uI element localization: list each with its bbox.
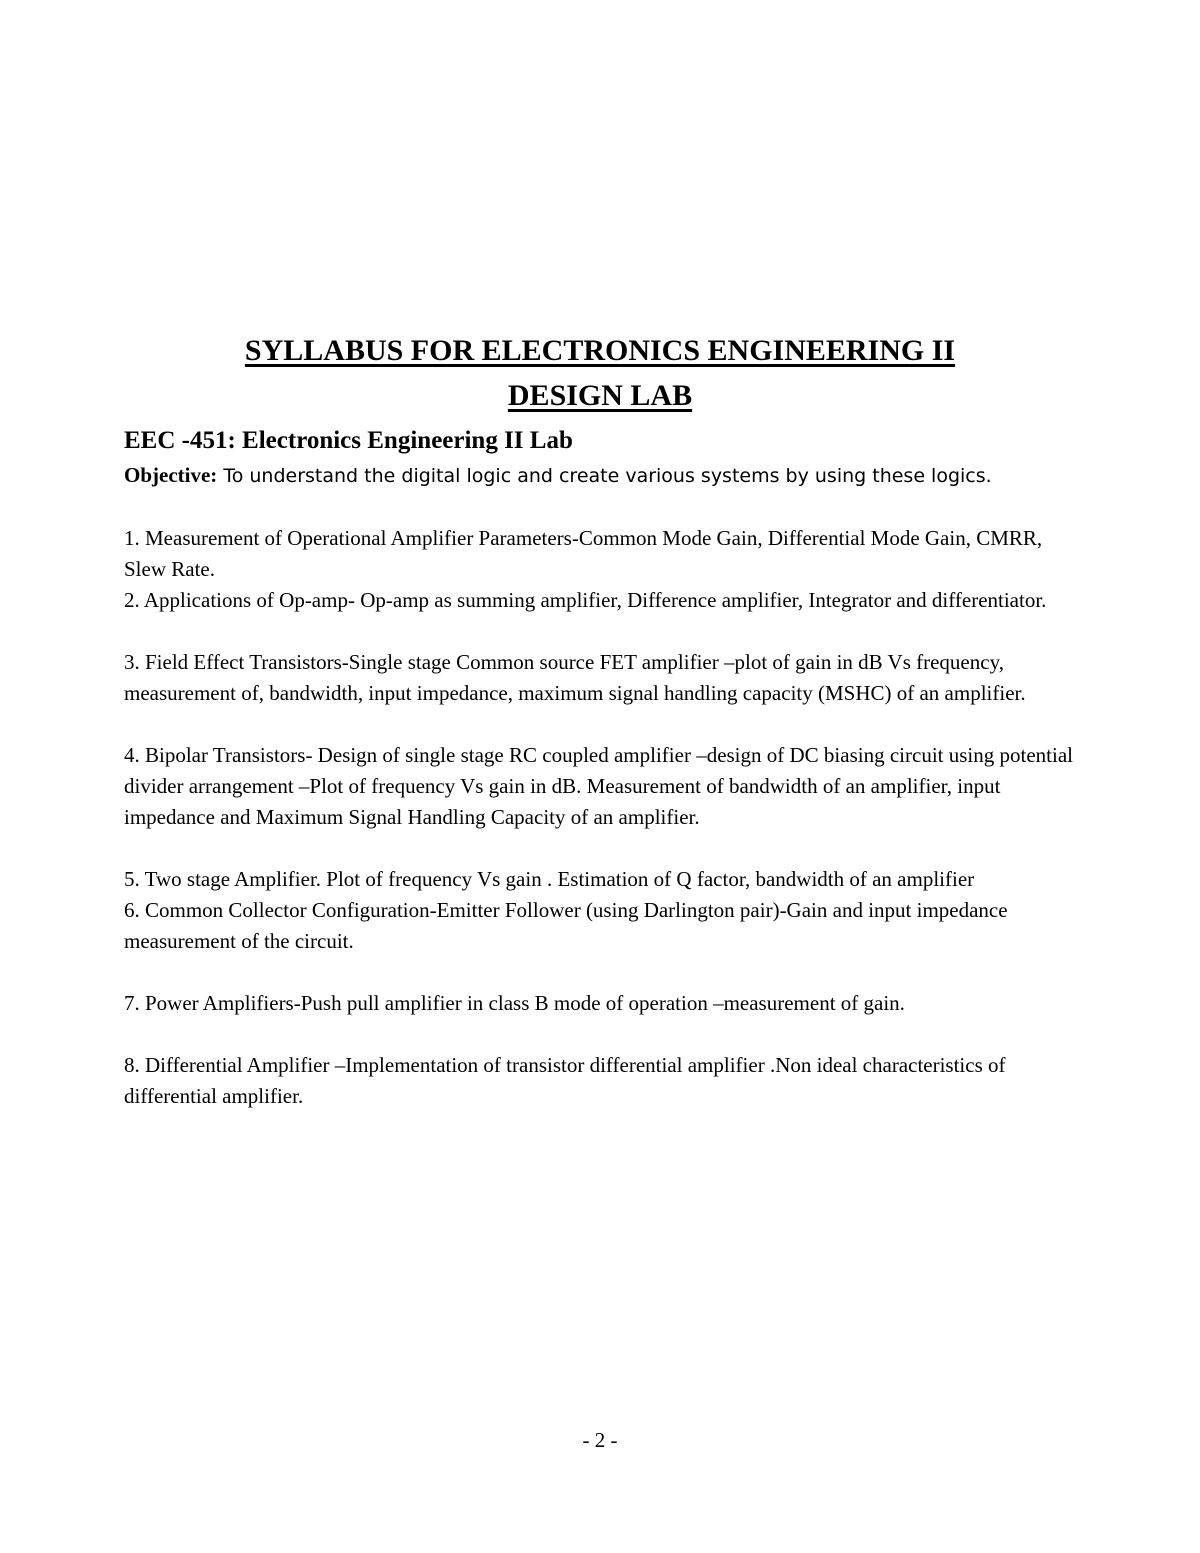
- syllabus-content: [124, 426, 1084, 1112]
- syllabus-item-5: 5. Two stage Amplifier. Plot of frequency Vs gain . Estimation of Q factor, bandwidth of an amplifier: [124, 867, 975, 891]
- objective-label: Objective:: [124, 463, 218, 487]
- syllabus-item-7: 7. Power Amplifiers-Push pull amplifier in class B mode of operation –measurement of gain.: [124, 991, 905, 1015]
- syllabus-item-8: 8. Differential Amplifier –Implementation of transistor differential amplifier .Non ideal characteristics of differential amplifier.: [124, 1053, 1006, 1108]
- syllabus-item-3: 3. Field Effect Transistors-Single stage Common source FET amplifier –plot of gain in dB Vs frequency, measurement of, bandwidth, input impedance, maximum signal handling capacity (MSHC) of an amplifier.: [124, 650, 1026, 705]
- course-heading: EEC -451: Electronics Engineering II Lab: [124, 427, 573, 454]
- page-number: - 2 -: [582, 1428, 618, 1452]
- objective-paragraph: [124, 460, 1084, 492]
- syllabus-item-6: 6. Common Collector Configuration-Emitter Follower (using Darlington pair)-Gain and input impedance measurement of the circuit.: [124, 898, 1008, 953]
- page-title: [0, 328, 1200, 418]
- objective-text: To understand the digital logic and create various systems by using these logics.: [217, 465, 992, 487]
- title-line-2: DESIGN LAB: [507, 379, 693, 412]
- syllabus-item-1: 1. Measurement of Operational Amplifier Parameters-Common Mode Gain, Differential Mode Gain, CMRR, Slew Rate.: [124, 526, 1043, 581]
- syllabus-item-4: 4. Bipolar Transistors- Design of single stage RC coupled amplifier –design of DC biasing circuit using potential divider arrangement –Plot of frequency Vs gain in dB. Measurement of bandwidth of an amplifier, input impedance and Maximum Signal Handling Capacity of an amplifier.: [124, 743, 1073, 829]
- syllabus-item-2: 2. Applications of Op-amp- Op-amp as summing amplifier, Difference amplifier, Integrator and differentiator.: [124, 588, 1047, 612]
- title-line-1: SYLLABUS FOR ELECTRONICS ENGINEERING II: [244, 334, 956, 367]
